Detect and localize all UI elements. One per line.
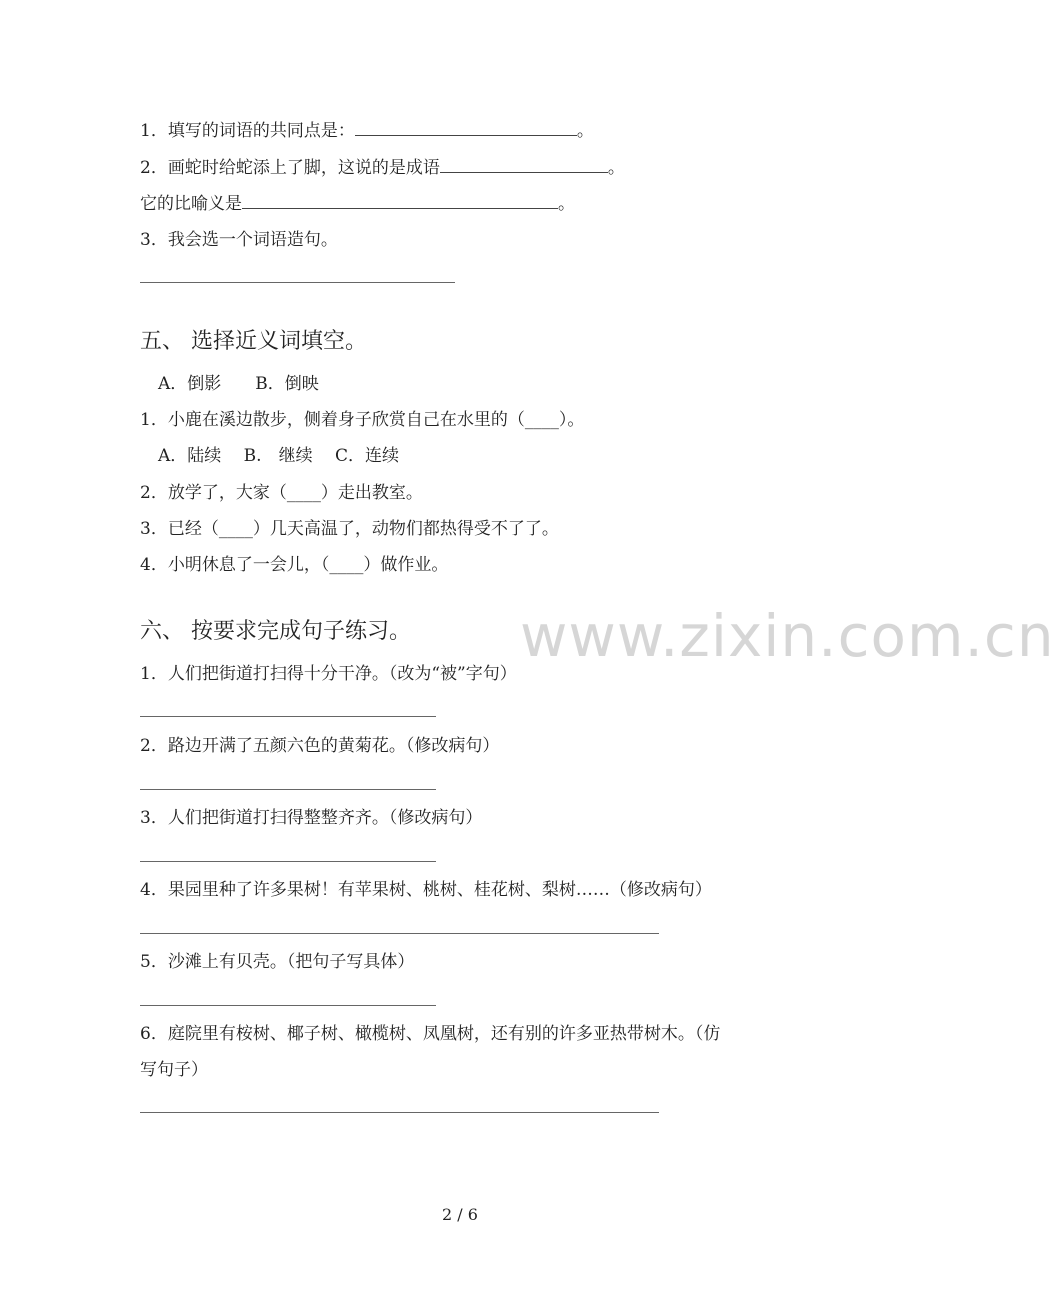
section6-q3-answer-line[interactable] <box>140 861 436 862</box>
section6-q2-answer-line[interactable] <box>140 789 436 790</box>
prev-q1-end: 。 <box>576 121 594 141</box>
section5-options-1: A．倒影 B．倒映 <box>158 374 319 394</box>
prev-q1 <box>140 119 594 142</box>
prev-q2-end: 。 <box>607 158 625 178</box>
section6-q4-answer-line[interactable] <box>140 933 659 934</box>
prev-q3-answer-line[interactable] <box>140 282 455 283</box>
section6-q1-answer-line[interactable] <box>140 716 436 717</box>
section5-q3: 3．已经（____）几天高温了，动物们都热得受不了了。 <box>140 519 559 539</box>
page-number: 2 / 6 <box>442 1205 478 1224</box>
prev-q2b-text: 它的比喻义是 <box>140 194 242 214</box>
section5-q4: 4．小明休息了一会儿，（____）做作业。 <box>140 555 449 575</box>
section6-q4: 4．果园里种了许多果树！有苹果树、桃树、桂花树、梨树……（修改病句） <box>140 880 712 900</box>
section5-options-2: A．陆续 B. 继续 C．连续 <box>158 446 399 466</box>
section6-q6-line1: 6．庭院里有桉树、椰子树、橄榄树、凤凰树，还有别的许多亚热带树木。（仿 <box>140 1024 721 1044</box>
section6-q3: 3．人们把街道打扫得整整齐齐。（修改病句） <box>140 808 483 828</box>
prev-q3: 3．我会选一个词语造句。 <box>140 230 338 250</box>
section6-q6-answer-line[interactable] <box>140 1112 659 1113</box>
prev-q1-blank[interactable] <box>355 119 577 136</box>
section6-q6-line2: 写句子） <box>140 1060 208 1080</box>
prev-q2-text: 2．画蛇时给蛇添上了脚，这说的是成语 <box>140 158 440 178</box>
section6-q1: 1．人们把街道打扫得十分干净。（改为“被”字句） <box>140 664 517 684</box>
prev-q2b <box>140 192 575 215</box>
prev-q2b-end: 。 <box>558 194 575 214</box>
prev-q2b-blank[interactable] <box>242 192 558 209</box>
section5-title: 五、 选择近义词填空。 <box>140 329 367 354</box>
section6-q5-answer-line[interactable] <box>140 1005 436 1006</box>
section6-title: 六、 按要求完成句子练习。 <box>140 619 411 644</box>
prev-q2-blank[interactable] <box>440 156 608 173</box>
watermark: www.zixin.com.cn <box>520 602 1055 670</box>
section6-q5: 5．沙滩上有贝壳。（把句子写具体） <box>140 952 415 972</box>
section5-q1: 1．小鹿在溪边散步，侧着身子欣赏自己在水里的（____）。 <box>140 410 585 430</box>
section6-q2: 2．路边开满了五颜六色的黄菊花。（修改病句） <box>140 736 500 756</box>
prev-q2 <box>140 156 625 179</box>
prev-q1-text: 1．填写的词语的共同点是： <box>140 121 355 141</box>
section5-q2: 2．放学了，大家（____）走出教室。 <box>140 483 423 503</box>
